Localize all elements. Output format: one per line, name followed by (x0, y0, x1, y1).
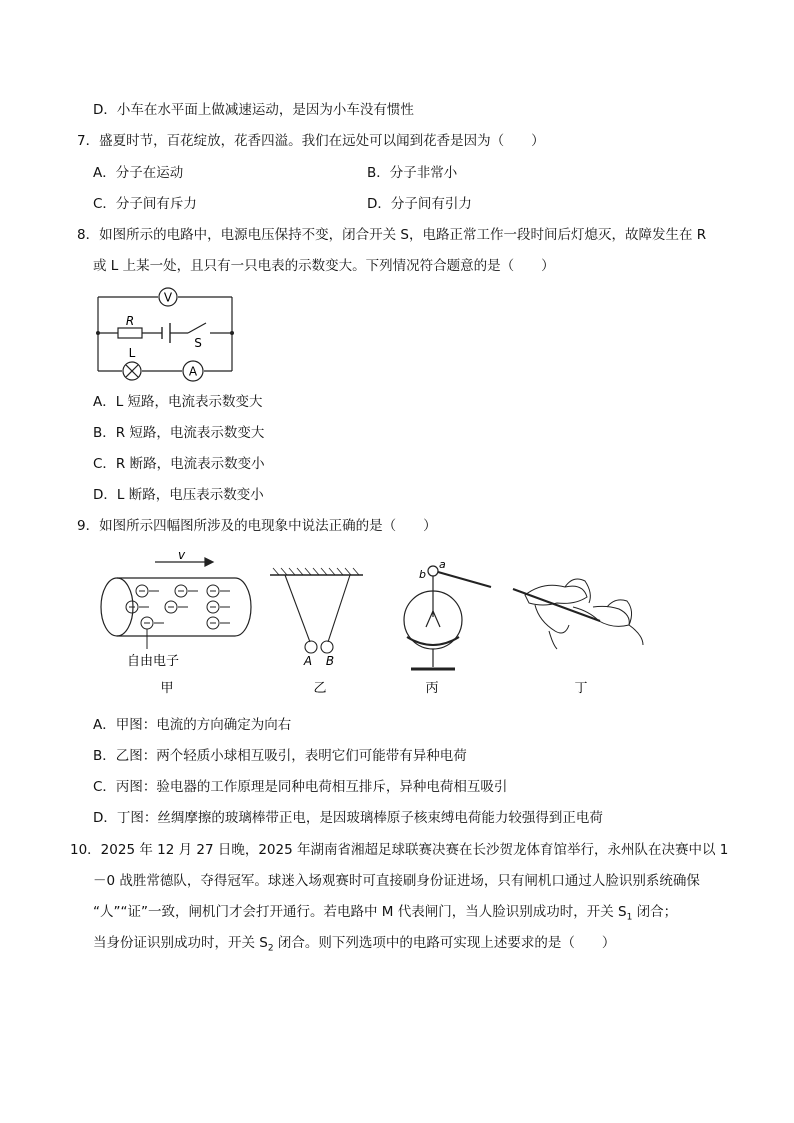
q8-stem-line1: 8．如图所示的电路中，电源电压保持不变，闭合开关 S，电路正常工作一段时间后灯熄灭，故障发生在 R (77, 227, 707, 243)
figure-yi (270, 568, 363, 653)
q6-option-d: D．小车在水平面上做减速运动，是因为小车没有惯性 (93, 102, 414, 118)
electroscope-a-label: a (439, 558, 446, 571)
q9-figure (95, 545, 655, 700)
q7-stem: 7．盛夏时节，百花绽放，花香四溢。我们在远处可以闻到花香是因为（ ） (77, 133, 545, 149)
q10-stem-line2: －0 战胜常德队，夺得冠军。球迷入场观赛时可直接刷身份证进场，只有闸机口通过人脸识别系统确保 (93, 873, 700, 889)
figure-bing-label: 丙 (425, 681, 439, 696)
lamp-label: L (128, 346, 136, 360)
q7-option-c: C．分子间有斥力 (93, 196, 197, 212)
ball-b-label: B (325, 654, 335, 668)
ball-a-label: A (303, 654, 313, 668)
q10-stem-line1: 10．2025 年 12 月 27 日晚，2025 年湖南省湘超足球联赛决赛在长沙贺龙体育馆举行，永州队在决赛中以 1 (70, 842, 729, 858)
q10-stem-line3 (93, 903, 677, 927)
resistor-label: R (125, 314, 135, 328)
q10-line3-text: “人”“证”一致，闸机门才会打开通行。若电路中 M 代表闸门，当人脸识别成功时，开关 S (93, 904, 627, 920)
q10-stem-line4 (93, 934, 615, 958)
q10-line3-tail: 闭合； (632, 904, 678, 920)
figure-ding (513, 579, 643, 649)
q8-circuit-diagram (90, 285, 240, 385)
q10-line4-subscript: 2 (267, 943, 274, 954)
q8-option-b: B．R 短路，电流表示数变大 (93, 425, 265, 441)
figure-jia (101, 558, 251, 649)
figure-yi-label: 乙 (313, 681, 327, 696)
q10-line4-tail: 闭合。则下列选项中的电路可实现上述要求的是（ ） (273, 935, 616, 951)
q9-option-c: C．丙图：验电器的工作原理是同种电荷相互排斥，异种电荷相互吸引 (93, 779, 508, 795)
q9-option-d: D．丁图：丝绸摩擦的玻璃棒带正电，是因玻璃棒原子核束缚电荷能力较强得到正电荷 (93, 810, 603, 826)
switch-label: S (194, 336, 202, 350)
q7-option-b: B．分子非常小 (367, 165, 458, 181)
q8-option-a: A．L 短路，电流表示数变大 (93, 394, 263, 410)
velocity-label: v (178, 548, 186, 562)
q8-option-c: C．R 断路，电流表示数变小 (93, 456, 265, 472)
electroscope-b-label: b (419, 568, 426, 581)
q9-option-a: A．甲图：电流的方向确定为向右 (93, 717, 292, 733)
figure-jia-label: 甲 (160, 681, 174, 696)
q8-option-d: D．L 断路，电压表示数变小 (93, 487, 264, 503)
q10-line4-text: 当身份证识别成功时，开关 S (93, 935, 268, 951)
figure-ding-label: 丁 (574, 681, 588, 696)
voltmeter-label: V (163, 290, 173, 305)
ammeter-label: A (188, 364, 198, 379)
q8-stem-line2: 或 L 上某一处，且只有一只电表的示数变大。下列情况符合题意的是（ ） (93, 258, 555, 274)
q9-stem: 9．如图所示四幅图所涉及的电现象中说法正确的是（ ） (77, 518, 437, 534)
figure-bing (404, 566, 491, 669)
free-electron-label: 自由电子 (126, 654, 180, 669)
resistor-symbol (118, 328, 142, 338)
q10-line3-subscript: 1 (626, 912, 633, 923)
q7-option-a: A．分子在运动 (93, 165, 184, 181)
q9-option-b: B．乙图：两个轻质小球相互吸引，表明它们可能带有异种电荷 (93, 748, 467, 764)
q7-option-d: D．分子间有引力 (367, 196, 472, 212)
